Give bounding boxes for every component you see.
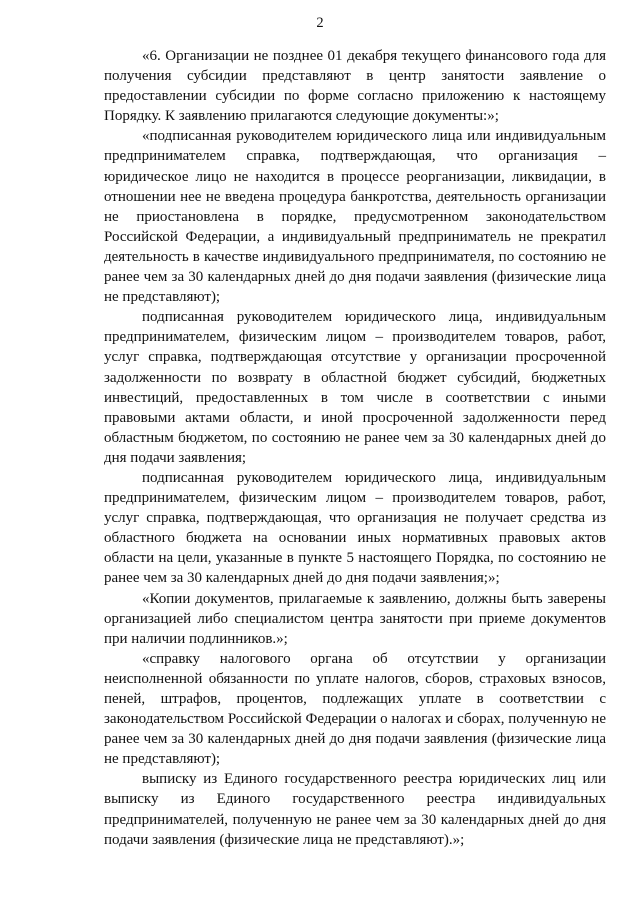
paragraph-document-copies: «Копии документов, прилагаемые к заявлению, должны быть заверены организацией либо специалистом центра занятости при приеме документов при наличии подлинников.»; bbox=[104, 590, 606, 647]
paragraph-registry-extract: выписку из Единого государственного реестра юридических лиц или выписку из Единого государственного реестра индивидуальных предпринимателей, полученную не ранее чем за 30 календарных дней до дня подачи заявления (физические лица не представляют).»; bbox=[104, 771, 606, 848]
document-body bbox=[104, 46, 606, 850]
paragraph-item-6: «6. Организации не позднее 01 декабря текущего финансового года для получения субсидии представляют в центр занятости заявление о предоставлении субсидии по форме согласно приложению к настоящему Порядку. К заявлению прилагаются следующие документы:»; bbox=[104, 48, 606, 125]
paragraph-certificate-no-funds: подписанная руководителем юридического лица, индивидуальным предпринимателем, физическим лицом – производителем товаров, работ, услуг справка, подтверждающая, что организация не получает средства из областного бюджета на основании иных нормативных правовых актов области на цели, указанные в пункте 5 настоящего Порядка, по состоянию не ранее чем за 30 календарных дней до дня подачи заявления;»; bbox=[104, 469, 606, 587]
page-number: 2 bbox=[316, 15, 324, 31]
paragraph-certificate-no-debt: подписанная руководителем юридического лица, индивидуальным предпринимателем, физическим лицом – производителем товаров, работ, услуг справка, подтверждающая отсутствие у организации просроченной задолженности по возврату в областной бюджет субсидий, бюджетных инвестиций, предоставленных в том числе в соответствии с иными правовыми актами области, и иной просроченной задолженности перед областным бюджетом, по состоянию не ранее чем за 30 календарных дней до дня подачи заявления; bbox=[104, 309, 606, 466]
paragraph-certificate-status: «подписанная руководителем юридического лица или индивидуальным предпринимателем справка, подтверждающая, что организация – юридическое лицо не находится в процессе реорганизации, ликвидации, в отношении нее не введена процедура банкротства, деятельность организации не приостановлена в порядке, предусмотренном законодательством Российской Федерации, а индивидуальный предприниматель не прекратил деятельность в качестве индивидуального предпринимателя, по состоянию не ранее чем за 30 календарных дней до дня подачи заявления (физические лица не представляют); bbox=[104, 128, 606, 306]
paragraph-tax-certificate: «справку налогового органа об отсутствии у организации неисполненной обязанности по уплате налогов, сборов, страховых взносов, пеней, штрафов, процентов, подлежащих уплате в соответствии с законодательством Российской Федерации о налогах и сборах, полученную не ранее чем за 30 календарных дней до дня подачи заявления (физические лица не представляют); bbox=[104, 650, 606, 768]
